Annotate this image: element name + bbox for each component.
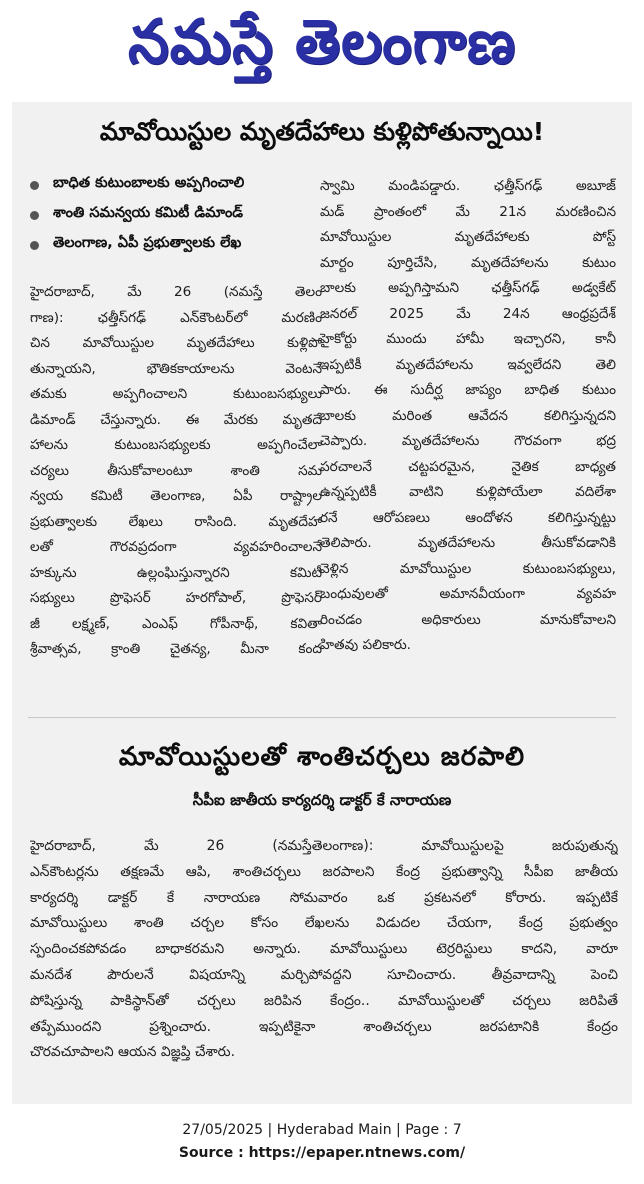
text-line: చర్యలు తీసుకోవాలంటూ శాంతి సమ (30, 462, 322, 479)
text-line: హైదరాబాద్, మే 26 (నమస్తేతెలంగాణ): మావోయిస్టులపై జరుపుతున్న (30, 838, 618, 854)
article1-headline: మావోయిస్టుల మృతదేహాలు కుళ్లిపోతున్నాయి! (99, 117, 545, 146)
text-line: తున్నాయని, భౌతికకాయాలను వెంటనే (30, 360, 322, 377)
text-line: తప్పేముందని ప్రశ్నించారు. ఇప్పటికైనా శాంతిచర్చలు జరపటానికి కేంద్రం (30, 1018, 618, 1035)
newspaper-title: నమస్తే తెలంగాణ (128, 5, 516, 77)
masthead (0, 0, 644, 98)
footer-source: Source : https://epaper.ntnews.com/ (178, 1145, 466, 1161)
text-line: న్వయ కమిటీ తెలంగాణ, ఏపీ రాష్ట్రాల (30, 488, 322, 504)
text-line: స్వామి మండిపడ్డారు. ఛత్తీస్‌గఢ్ అబూజ్ (320, 178, 616, 194)
text-line: హితవు పలికారు. (320, 637, 412, 653)
text-line: చెప్పారు. మృతదేహాలను గౌరవంగా భద్ర (320, 433, 616, 449)
bullet-text: బాధిత కుటుంబాలకు అప్పగించాలి (53, 175, 245, 191)
text-line: గాణ): ఛత్తీస్‌గఢ్ ఎన్‌కౌంటర్‌లో మరణిం (30, 309, 322, 326)
text-line: మడ్ ప్రాంతంలో మే 21న మరణించిన (320, 203, 616, 220)
text-line: పారు. ఈ సుదీర్ఘ జాప్యం బాధిత కుటుం (320, 382, 616, 398)
text-line: మనదేశ పౌరులనే విషయాన్ని మర్చిపోవద్దని సూచించారు. తీవ్రవాదాన్ని పెంచి (30, 966, 618, 983)
bullet-item (30, 230, 326, 260)
text-line: లతో గౌరవప్రదంగా వ్యవహరించాలనే (30, 539, 322, 555)
text-line: జనరల్ 2025 మే 24న ఆంధ్రప్రదేశ్ (320, 305, 616, 322)
text-line: పోషిస్తున్న పాకిస్థాన్‌తో చర్చలు జరిపిన కేంద్రం.. మావోయిస్టులతో చర్చలు జరిపితే (30, 992, 618, 1009)
text-line: రనే ఆరోపణలు ఆందోళన కలిగిస్తున్నట్టు (320, 509, 616, 526)
text-line: జీ లక్ష్మణ్, ఎంఎఫ్ గోపీనాథ్, కవితా (30, 615, 322, 632)
text-line: రించడం అధికారులు మానుకోవాలని (320, 611, 616, 628)
text-line: హక్కును ఉల్లంఘిస్తున్నారని కమిటీ (30, 564, 322, 581)
text-line: మార్టం పూర్తిచేసి, మృతదేహాలను కుటుం (320, 254, 616, 271)
bullet-text: తెలంగాణ, ఏపీ ప్రభుత్వాలకు లేఖ (53, 235, 242, 251)
bullet-item (30, 200, 326, 230)
text-line: చొరవచూపాలని ఆయన విజ్ఞప్తి చేశారు. (30, 1044, 235, 1061)
bullet-dot-icon (30, 181, 39, 190)
article2-body (30, 834, 618, 1066)
text-line: స్పందించకపోవడం బాధాకరమని అన్నారు. మావోయిస్టులు టెర్రరిస్టులు కాదని, వారూ (30, 941, 618, 958)
article1-bullets (30, 170, 326, 260)
text-line: బాలకు అప్పగిస్తామని ఛత్తీస్‌గఢ్ అడ్వకేట్ (320, 280, 616, 296)
bullet-item (30, 170, 326, 200)
text-line: మావోయిస్టులు శాంతి చర్చల కోసం లేఖలను విడుదల చేయగా, కేంద్ర ప్రభుత్వం (30, 915, 618, 932)
text-line: శ్రీవాత్సవ, క్రాంతి చైతన్య, మీనా కంద (30, 641, 322, 657)
text-line: హాలను కుటుంబసభ్యులకు అప్పగించేలా (30, 437, 322, 453)
text-line: కార్యదర్శి డాక్టర్ కే నారాయణ సోమవారం ఒక ప్రకటనలో కోరారు. ఇప్పటికే (30, 889, 618, 906)
article1-right-column (320, 174, 616, 659)
text-line: సభ్యులు ప్రొఫెసర్ హరగోపాల్, ప్రొఫెసర్ (30, 590, 322, 606)
text-line: బంధువులతో అమానవీయంగా వ్యవహ (320, 586, 616, 602)
bullet-dot-icon (30, 211, 39, 220)
text-line: పరచాలనే చట్టపరమైన, నైతిక బాధ్యత (320, 458, 616, 475)
article2-headline: మావోయిస్టులతో శాంతిచర్చలు జరపాలి (118, 742, 526, 772)
text-line: హైదరాబాద్, మే 26 (నమస్తే తెలం (30, 284, 322, 300)
article1-left-column (30, 280, 322, 663)
text-line: మావోయిస్టుల మృతదేహాలకు పోస్ట్ (320, 229, 616, 245)
bullet-text: శాంతి సమన్వయ కమిటీ డిమాండ్ (53, 205, 244, 221)
text-line: బాలకు మరింత ఆవేదన కలిగిస్తున్నదని (320, 407, 616, 424)
article-divider (28, 717, 616, 718)
text-line: ఉన్నప్పటికీ వాటిని కుళ్లిపోయేలా వదిలేశా (320, 484, 616, 500)
bullet-dot-icon (30, 241, 39, 250)
text-line: తమకు అప్పగించాలని కుటుంబసభ్యులు (30, 386, 322, 402)
text-line: డిమాండ్ చేస్తున్నారు. ఈ మేరకు మృతదే (30, 411, 322, 428)
text-line: చిన మావోయిస్టుల మృతదేహాలు కుళ్లిపో (30, 335, 322, 351)
text-line: హైకోర్టు ముందు హామీ ఇచ్చారని, కానీ (320, 331, 616, 347)
text-line: తెలిపారు. మృతదేహాలను తీసుకోవడానికి (320, 535, 616, 551)
text-line: ప్రభుత్వాలకు లేఖలు రాసింది. మృతదేహా (30, 513, 322, 530)
text-line: ఎన్‌కౌంటర్లను తక్షణమే ఆపి, శాంతిచర్చలు జరపాలని కేంద్ర ప్రభుత్వాన్ని సీపీఐ జాతీయ (30, 863, 618, 880)
article2-subheadline: సీపీఐ జాతీయ కార్యదర్శి డాక్టర్ కే నారాయణ (192, 791, 452, 809)
text-line: ఇప్పటికీ మృతదేహాలను ఇవ్వలేదని తెలి (320, 356, 616, 373)
footer-info: 27/05/2025 | Hyderabad Main | Page : 7 (182, 1122, 462, 1138)
text-line: వెళ్లిన మావోయిస్టుల కుటుంబసభ్యులు, (320, 560, 616, 577)
